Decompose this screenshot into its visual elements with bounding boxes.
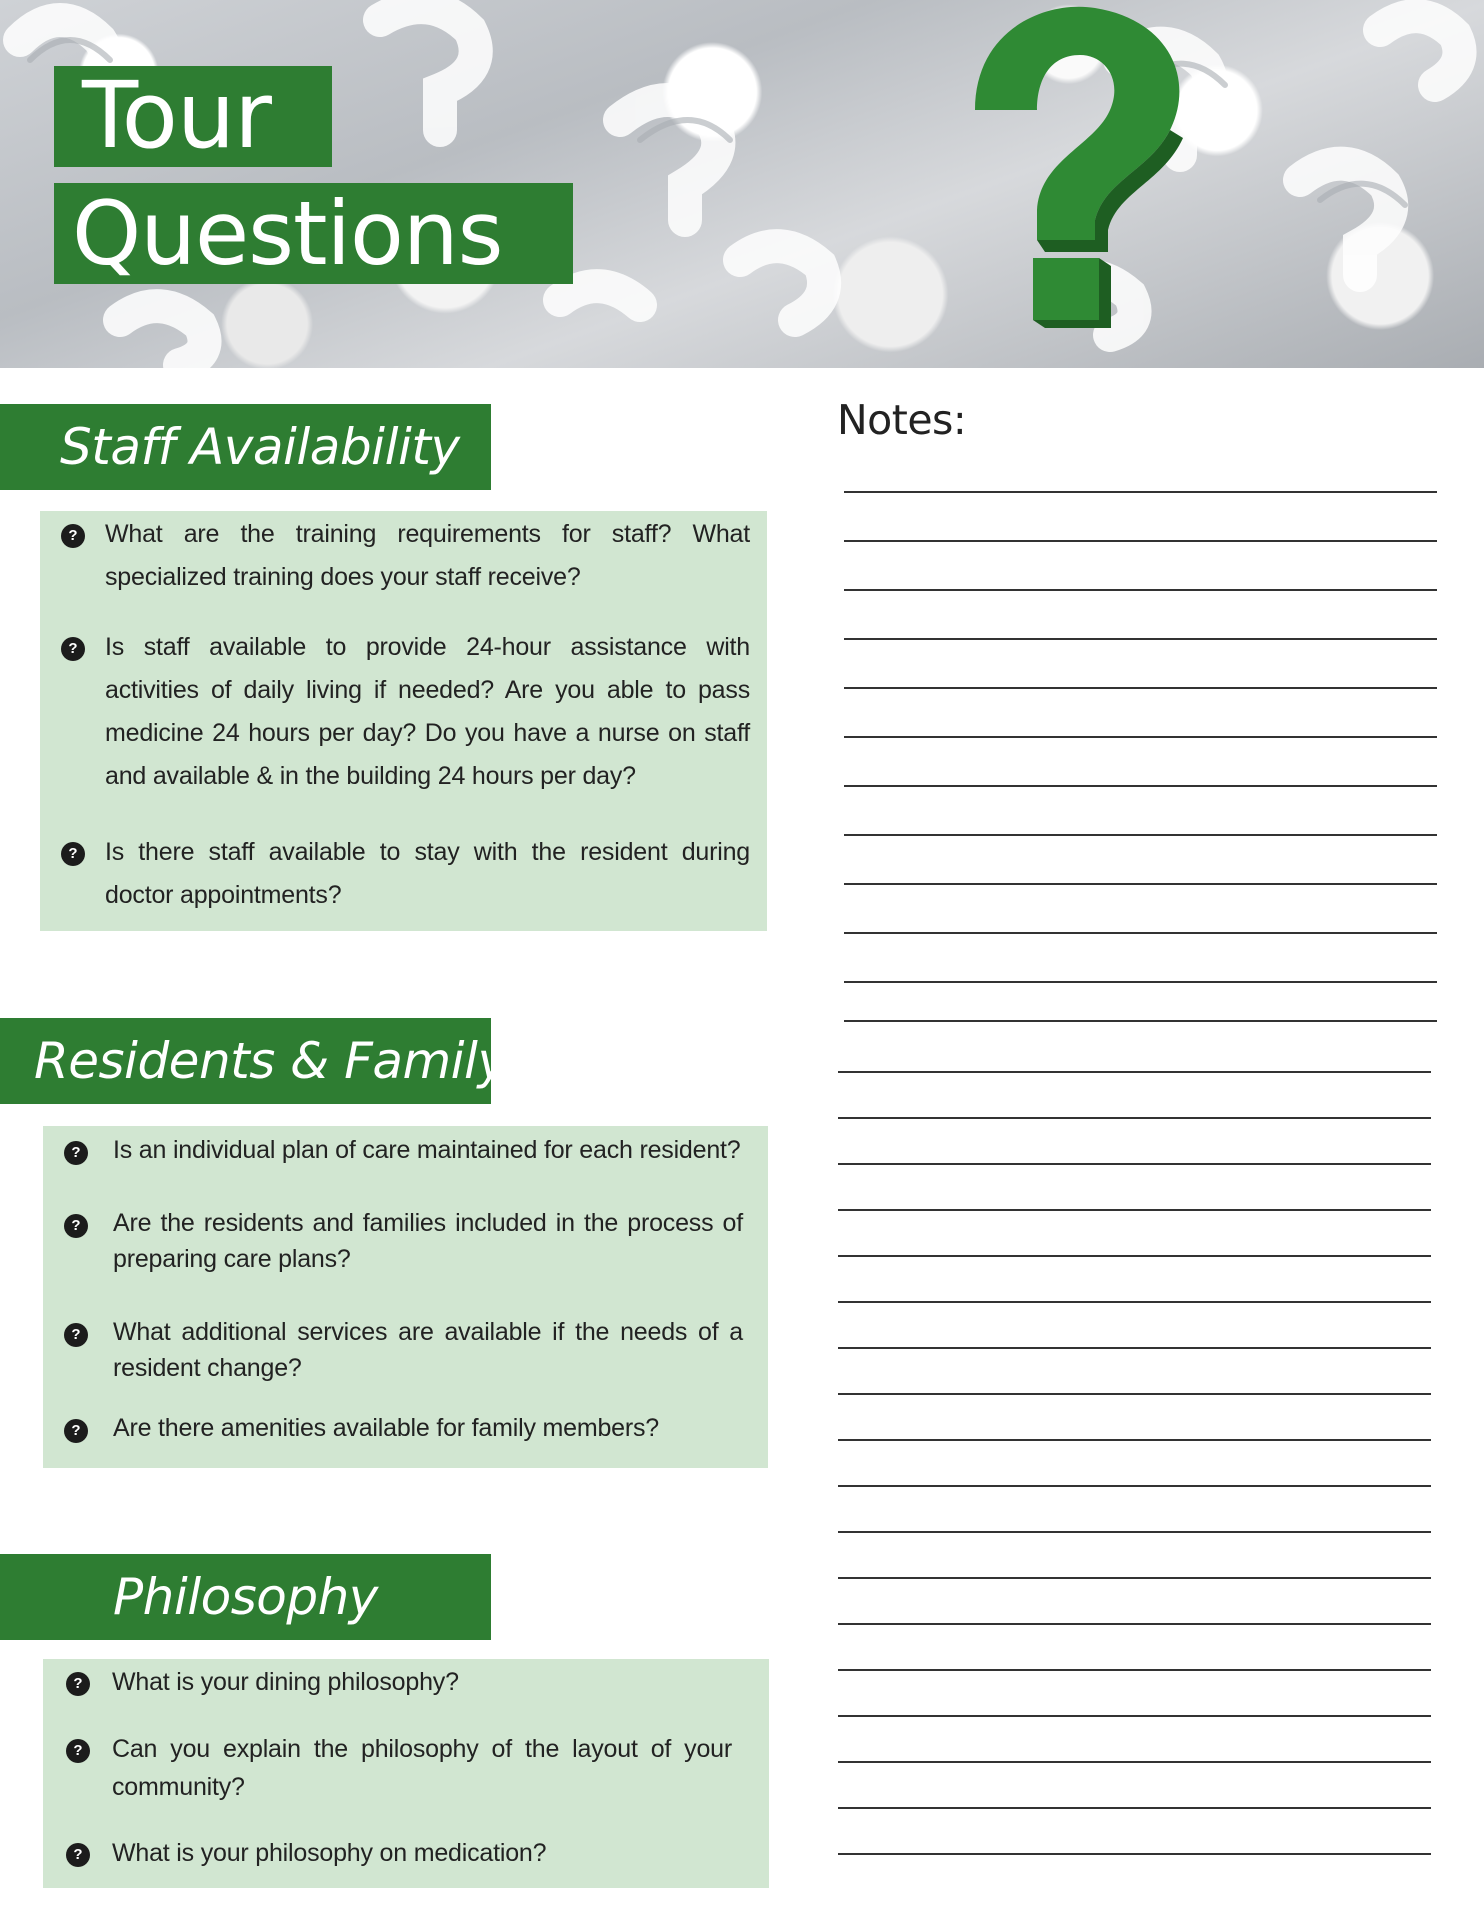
question-circle-icon: ? bbox=[66, 1739, 90, 1763]
notes-writing-line bbox=[838, 1209, 1431, 1211]
staff-questions-panel bbox=[40, 511, 767, 931]
notes-writing-line bbox=[838, 1577, 1431, 1579]
notes-writing-line bbox=[844, 540, 1437, 542]
question-text: Are the residents and families included in the process of preparing care plans? bbox=[113, 1209, 743, 1273]
notes-writing-line bbox=[844, 687, 1437, 689]
notes-writing-line bbox=[838, 1439, 1431, 1441]
question-circle-icon: ? bbox=[61, 842, 85, 866]
notes-writing-line bbox=[844, 736, 1437, 738]
question-text: What are the training requirements for staff? What specialized training does your staff receive? bbox=[105, 520, 750, 591]
list-item bbox=[61, 513, 750, 599]
list-item bbox=[64, 1205, 743, 1277]
list-item bbox=[66, 1663, 732, 1701]
notes-writing-line bbox=[838, 1853, 1431, 1855]
question-text: Can you explain the philosophy of the layout of your community? bbox=[112, 1735, 732, 1801]
notes-writing-line bbox=[838, 1623, 1431, 1625]
notes-writing-line bbox=[838, 1255, 1431, 1257]
question-text: What is your dining philosophy? bbox=[112, 1668, 459, 1696]
residents-questions-panel bbox=[43, 1126, 768, 1468]
notes-writing-line bbox=[838, 1071, 1431, 1073]
list-item bbox=[64, 1132, 743, 1168]
question-circle-icon: ? bbox=[64, 1141, 88, 1165]
notes-writing-line bbox=[844, 883, 1437, 885]
notes-writing-line bbox=[844, 491, 1437, 493]
notes-writing-line bbox=[838, 1485, 1431, 1487]
notes-writing-line bbox=[838, 1117, 1431, 1119]
notes-writing-line bbox=[838, 1163, 1431, 1165]
list-item bbox=[66, 1834, 732, 1872]
notes-writing-line bbox=[844, 932, 1437, 934]
question-text: Are there amenities available for family members? bbox=[113, 1414, 659, 1442]
section-heading-philosophy: Philosophy bbox=[0, 1554, 491, 1640]
question-circle-icon: ? bbox=[64, 1214, 88, 1238]
question-circle-icon: ? bbox=[66, 1843, 90, 1867]
list-item bbox=[66, 1730, 732, 1806]
green-question-mark-icon bbox=[945, 0, 1205, 330]
section-heading-residents-family: Residents & Family bbox=[0, 1018, 491, 1104]
notes-writing-line bbox=[838, 1531, 1431, 1533]
section-heading-staff-availability: Staff Availability bbox=[0, 404, 491, 490]
list-item bbox=[61, 626, 750, 798]
notes-writing-line bbox=[844, 834, 1437, 836]
notes-writing-line bbox=[838, 1715, 1431, 1717]
question-text: What additional services are available if the needs of a resident change? bbox=[113, 1318, 743, 1382]
philosophy-questions-panel bbox=[43, 1659, 769, 1888]
notes-writing-line bbox=[844, 589, 1437, 591]
question-circle-icon: ? bbox=[61, 524, 85, 548]
notes-writing-line bbox=[844, 638, 1437, 640]
question-text: Is there staff available to stay with the resident during doctor appointments? bbox=[105, 838, 750, 909]
question-text: Is an individual plan of care maintained for each resident? bbox=[113, 1136, 741, 1164]
notes-label: Notes: bbox=[837, 396, 967, 444]
page-title-line-1: Tour bbox=[54, 66, 332, 167]
notes-writing-line bbox=[838, 1669, 1431, 1671]
question-text: What is your philosophy on medication? bbox=[112, 1839, 547, 1867]
page-title-line-2: Questions bbox=[54, 183, 573, 284]
list-item bbox=[64, 1410, 743, 1446]
question-circle-icon: ? bbox=[64, 1323, 88, 1347]
notes-writing-line bbox=[838, 1301, 1431, 1303]
notes-writing-line bbox=[844, 785, 1437, 787]
question-circle-icon: ? bbox=[61, 637, 85, 661]
question-circle-icon: ? bbox=[66, 1672, 90, 1696]
notes-writing-line bbox=[838, 1807, 1431, 1809]
question-circle-icon: ? bbox=[64, 1419, 88, 1443]
question-text: Is staff available to provide 24-hour assistance with activities of daily living if needed? Are you able to pass medicine 24 hours per day? Do you have a nurse on staff and available & in the building 24 hours per day? bbox=[105, 633, 750, 790]
notes-writing-line bbox=[838, 1393, 1431, 1395]
notes-writing-line bbox=[844, 1020, 1437, 1022]
notes-writing-line bbox=[838, 1761, 1431, 1763]
list-item bbox=[61, 831, 750, 917]
header-banner bbox=[0, 0, 1484, 368]
notes-writing-line bbox=[838, 1347, 1431, 1349]
notes-writing-line bbox=[844, 981, 1437, 983]
list-item bbox=[64, 1314, 743, 1386]
